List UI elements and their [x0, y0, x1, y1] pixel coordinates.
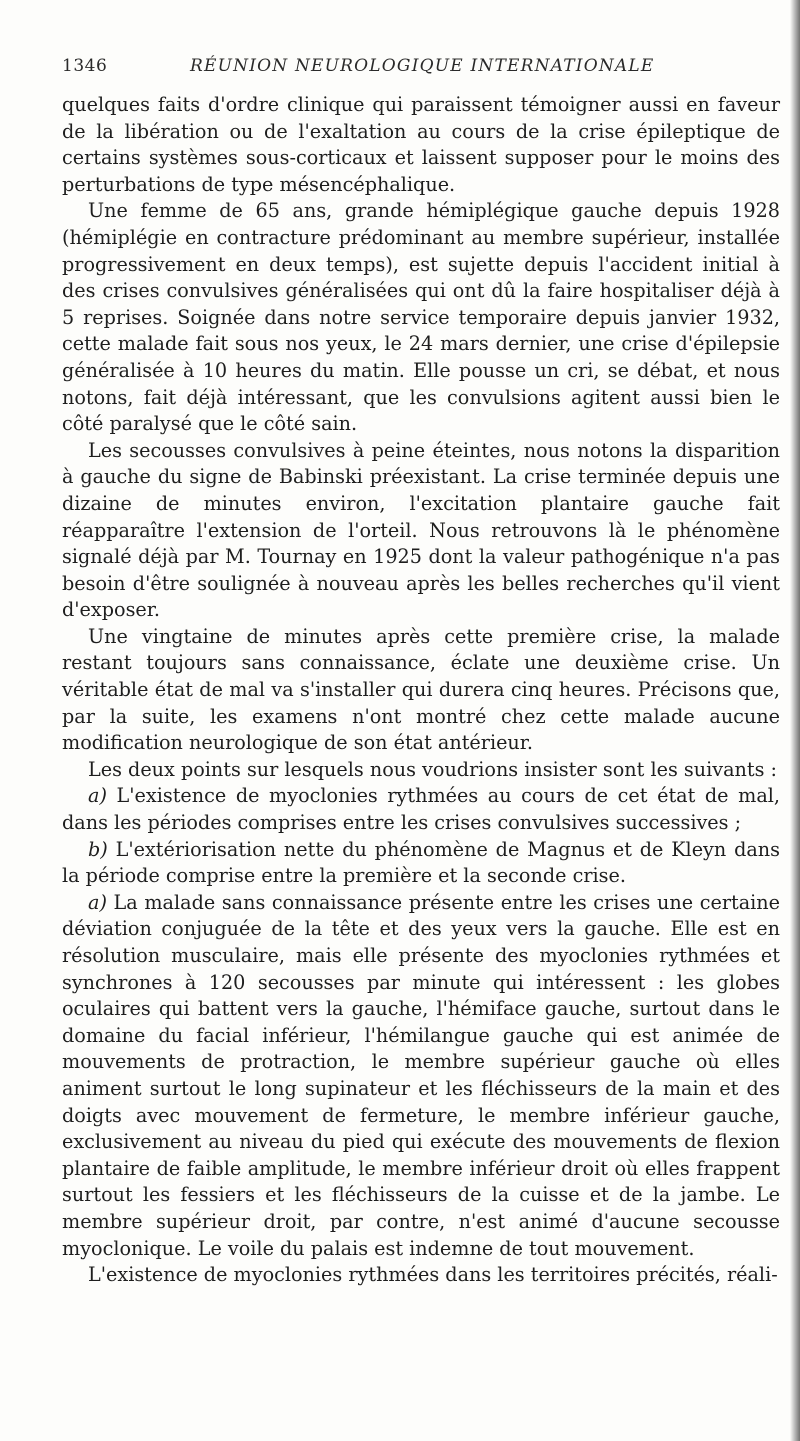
paragraph-two-points: Les deux points sur lesquels nous voudrions insister sont les suivants : [88, 757, 778, 781]
paragraph-case-description: Une femme de 65 ans, grande hémiplégique gauche depuis 1928 (hémiplégie en contracture prédominant au membre supérieur, installée progressivement en deux temps), est sujette depuis l'accident initial à des crises convulsives généralisées qui ont dû la faire hospitaliser déjà à 5 reprises. Soignée dans notre service temporaire depuis janvier 1932, cette malade fait sous nos yeux, le 24 mars dernier, une crise d'épilepsie généralisée à 10 heures du matin. Elle pousse un cri, se débat, et nous notons, fait déjà intéressant, que les convulsions agitent aussi bien le côté paralysé que le côté sain. [62, 199, 780, 436]
page-number: 1346 [62, 56, 108, 76]
paragraph-continuation: quelques faits d'ordre clinique qui paraissent témoigner aussi en faveur de la libération ou de l'exaltation au cours de la crise épileptique de certains systèmes sous-corticaux et laissent supposer pour le moins des perturbations de type mésencéphalique. [62, 93, 780, 196]
running-title: RÉUNION NEUROLOGIQUE INTERNATIONALE [190, 56, 655, 76]
detail-a-text: La malade sans connaissance présente entre les crises une certaine déviation conjuguée de la tête et des yeux vers la gauche. Elle est en résolution musculaire, mais elle présente des myoclonies rythmées et synchrones à 120 secousses par minute qui intéressent : les globes oculaires qui battent vers la gauche, l'hémiface gauche, surtout dans le domaine du facial inférieur, l'hémilangue gauche qui est animée de mouvements de protraction, le membre supérieur gauche où elles animent surtout le long supinateur et les fléchisseurs de la main et des doigts avec mouvement de fermeture, le membre inférieur gauche, exclusivement au niveau du pied qui exécute des mouvements de flexion plantaire de faible amplitude, le membre inférieur droit où elles frappent surtout les fessiers et les fléchisseurs de la cuisse et de la jambe. Le membre supérieur droit, par contre, n'est animé d'aucune secousse myoclonique. Le voile du palais est indemne de tout mouvement. [62, 890, 780, 1260]
item-label-detail-a: a) [88, 890, 107, 914]
page-edge-shadow [790, 0, 800, 1441]
item-label-a: a) [88, 784, 107, 808]
paragraph-point-b [62, 837, 780, 890]
point-a-text: L'existence de myoclonies rythmées au cours de cet état de mal, dans les périodes comprises entre les crises convulsives successives ; [62, 784, 780, 835]
paragraph-second-crisis: Une vingtaine de minutes après cette première crise, la malade restant toujours sans connaissance, éclate une deuxième crise. Un véritable état de mal va s'installer qui durera cinq heures. Précisons que, par la suite, les examens n'ont montré chez cette malade aucune modification neurologique de son état antérieur. [62, 624, 780, 755]
item-label-b: b) [88, 837, 108, 861]
paragraph-babinski: Les secousses convulsives à peine éteintes, nous notons la disparition à gauche du signe de Babinski préexistant. La crise terminée depuis une dizaine de minutes environ, l'excitation plantaire gauche fait réapparaître l'extension de l'orteil. Nous retrouvons là le phénomène signalé déjà par M. Tournay en 1925 dont la valeur pathogénique n'a pas besoin d'être soulignée à nouveau après les belles recherches qu'il vient d'exposer. [62, 438, 780, 622]
body-text [62, 92, 780, 1289]
paragraph-detail-a [62, 890, 780, 1262]
paragraph-closing: L'existence de myoclonies rythmées dans les territoires précités, réali- [88, 1263, 778, 1287]
paragraph-point-a [62, 783, 780, 836]
running-header [62, 56, 702, 84]
point-b-text: L'extériorisation nette du phénomène de Magnus et de Kleyn dans la période comprise entre la première et la seconde crise. [62, 837, 780, 888]
